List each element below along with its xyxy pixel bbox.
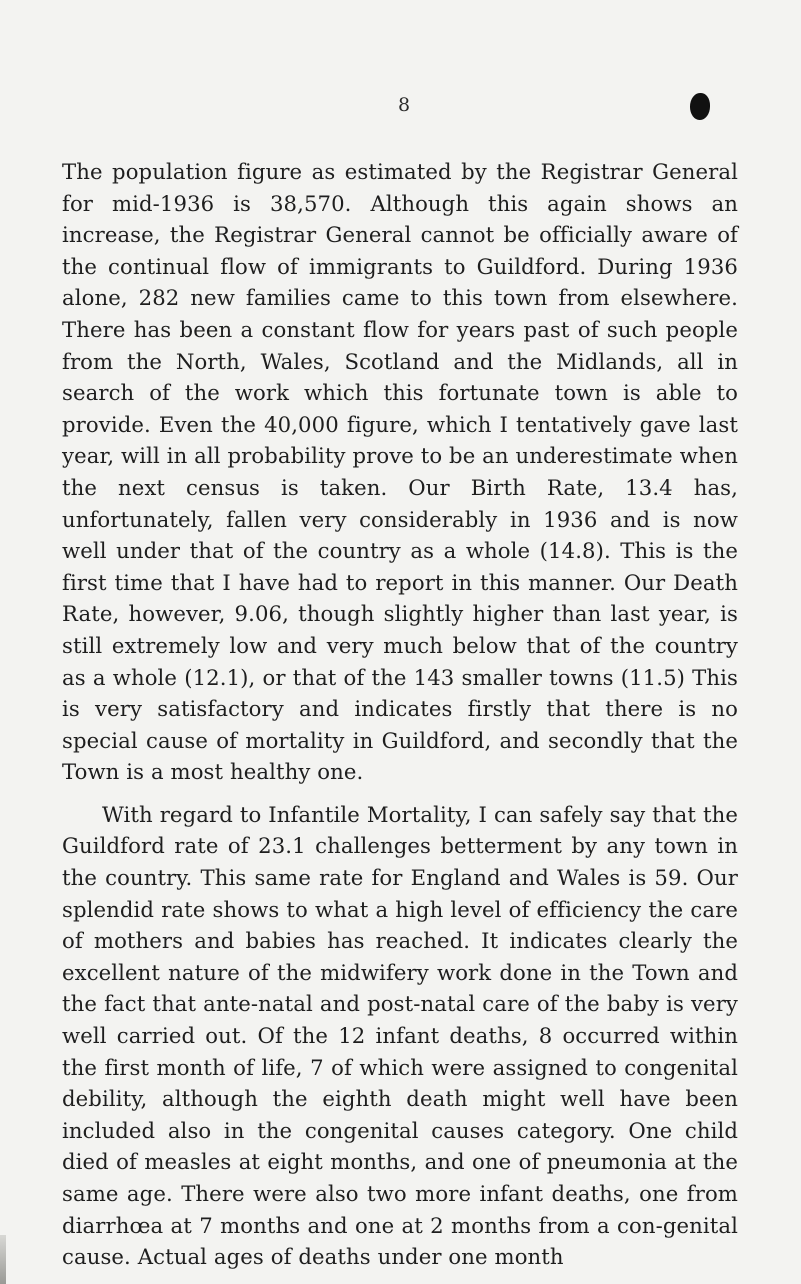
ink-blot-mark bbox=[690, 93, 710, 120]
page-edge-shadow bbox=[0, 1235, 6, 1284]
paragraph-population: The population figure as estimated by the Registrar General for mid-1936 is 38,570. Although this again shows an increase, the Registrar General cannot be officially aware of the continual flow of immigrants to Guildford. During 1936 alone, 282 new families came to this town from elsewhere. There has been a constant flow for years past of such people from the North, Wales, Scotland and the Midlands, all in search of the work which this fortunate town is able to provide. Even the 40,000 figure, which I tentatively gave last year, will in all probability prove to be an underestimate when the next census is taken. Our Birth Rate, 13.4 has, unfortunately, fallen very considerably in 1936 and is now well under that of the country as a whole (14.8). This is the first time that I have had to report in this manner. Our Death Rate, however, 9.06, though slightly higher than last year, is still extremely low and very much below that of the country as a whole (12.1), or that of the 143 smaller towns (11.5) This is very satisfactory and indicates firstly that there is no special cause of mortality in Guildford, and secondly that the Town is a most healthy one. bbox=[62, 159, 738, 785]
document-body bbox=[62, 156, 738, 1273]
page-number: 8 bbox=[398, 94, 411, 116]
paragraph-infantile-mortality: With regard to Infantile Mortality, I can safely say that the Guildford rate of 23.1 challenges betterment by any town in the country. This same rate for England and Wales is 59. Our splendid rate shows to what a high level of efficiency the care of mothers and babies has reached. It indicates clearly the excellent nature of the midwifery work done in the Town and the fact that ante-natal and post-natal care of the baby is very well carried out. Of the 12 infant deaths, 8 occurred within the first month of life, 7 of which were assigned to congenital debility, although the eighth death might well have been included also in the congenital causes category. One child died of measles at eight months, and one of pneumonia at the same age. There were also two more infant deaths, one from diarrhœa at 7 months and one at 2 months from a con-genital cause. Actual ages of deaths under one month bbox=[62, 801, 738, 1270]
